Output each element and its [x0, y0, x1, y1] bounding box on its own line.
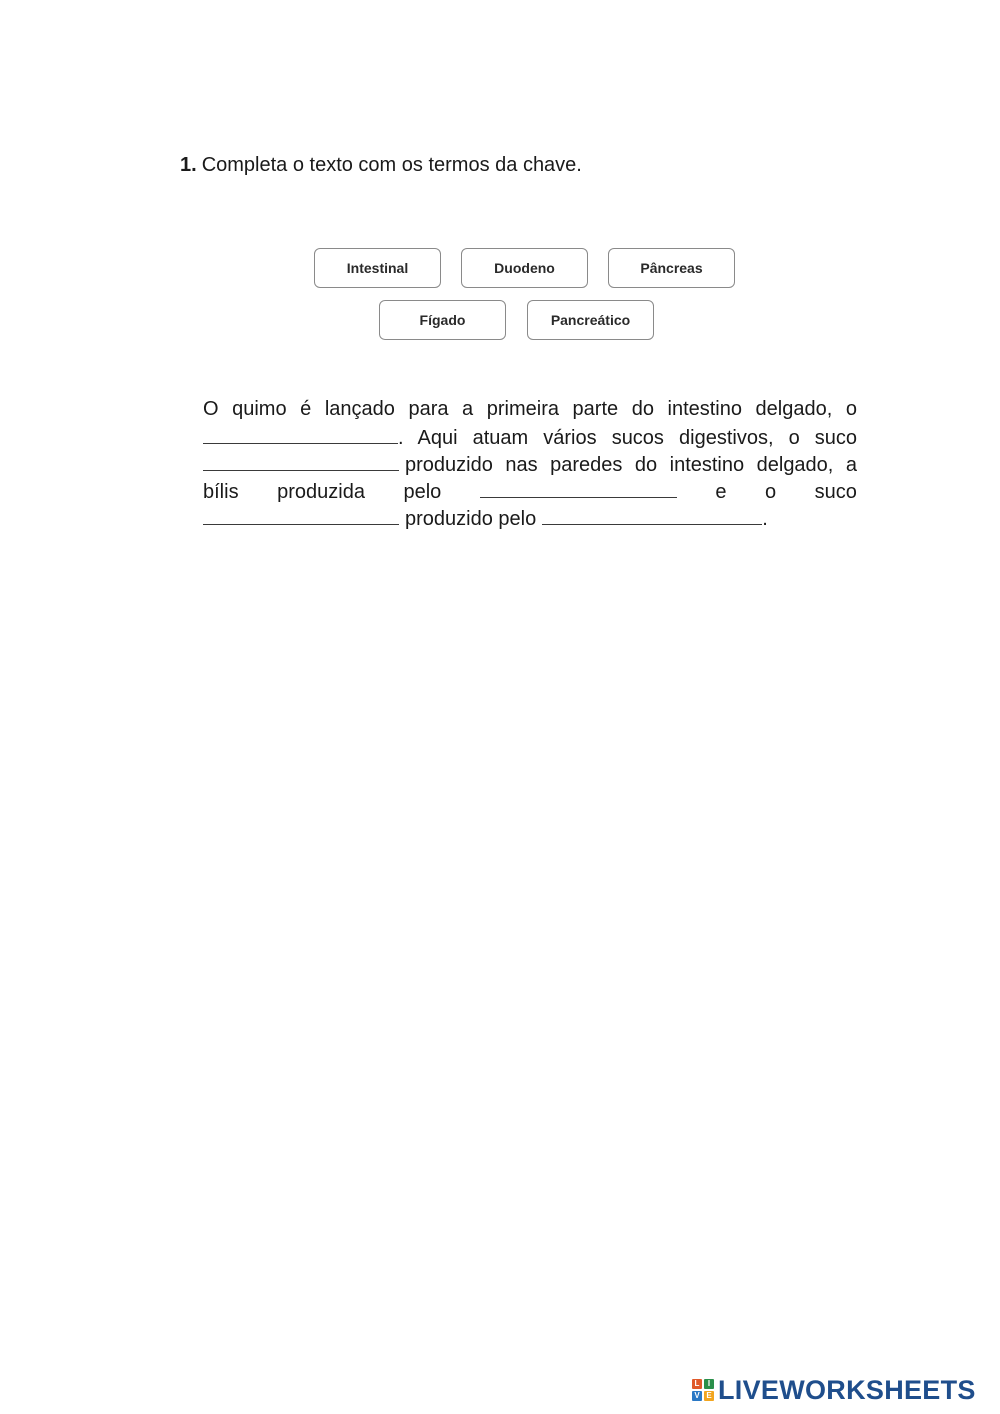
question-number: 1.	[180, 154, 197, 176]
blank-5-group	[542, 504, 768, 533]
logo-text: LIVEWORKSHEETS	[718, 1374, 976, 1405]
paragraph-line-5	[203, 504, 857, 531]
paragraph-word: e	[715, 481, 727, 503]
paragraph-text: produzido nas paredes do intestino delgado, a	[405, 454, 857, 476]
paragraph-word: produzida	[277, 481, 365, 503]
logo-mark-letter: L	[692, 1379, 702, 1389]
paragraph-line-2	[203, 423, 857, 450]
paragraph-line-1	[203, 396, 857, 423]
paragraph-word: bílis	[203, 481, 239, 503]
paragraph-word: pelo	[403, 481, 442, 503]
blank-2-input[interactable]	[203, 450, 399, 471]
logo-mark-letter: V	[692, 1391, 702, 1401]
word-intestinal[interactable]: Intestinal	[314, 248, 441, 288]
fill-in-paragraph	[203, 396, 857, 531]
paragraph-line-4	[203, 477, 857, 504]
logo-mark-icon	[692, 1379, 714, 1401]
paragraph-text: . Aqui atuam vários sucos digestivos, o suco	[398, 427, 857, 449]
logo-mark-letter: I	[704, 1379, 714, 1389]
liveworksheets-logo	[692, 1374, 976, 1406]
word-duodeno[interactable]: Duodeno	[461, 248, 588, 288]
word-figado[interactable]: Fígado	[379, 300, 506, 340]
paragraph-text: .	[762, 508, 768, 530]
paragraph-text: produzido pelo	[405, 508, 537, 530]
word-pancreas[interactable]: Pâncreas	[608, 248, 735, 288]
paragraph-line-3	[203, 450, 857, 477]
blank-3-input[interactable]	[480, 477, 677, 498]
logo-mark-letter: E	[704, 1391, 714, 1401]
question-prompt: Completa o texto com os termos da chave.	[201, 154, 582, 176]
paragraph-word: suco	[814, 481, 857, 503]
blank-4-input[interactable]	[203, 504, 399, 525]
paragraph-text: O quimo é lançado para a primeira parte do intestino delgado, o	[203, 398, 857, 420]
blank-5-input[interactable]	[542, 504, 762, 525]
paragraph-word: o	[765, 481, 777, 503]
question-heading	[180, 152, 582, 178]
blank-1-input[interactable]	[203, 423, 398, 444]
word-pancreatico[interactable]: Pancreático	[527, 300, 654, 340]
